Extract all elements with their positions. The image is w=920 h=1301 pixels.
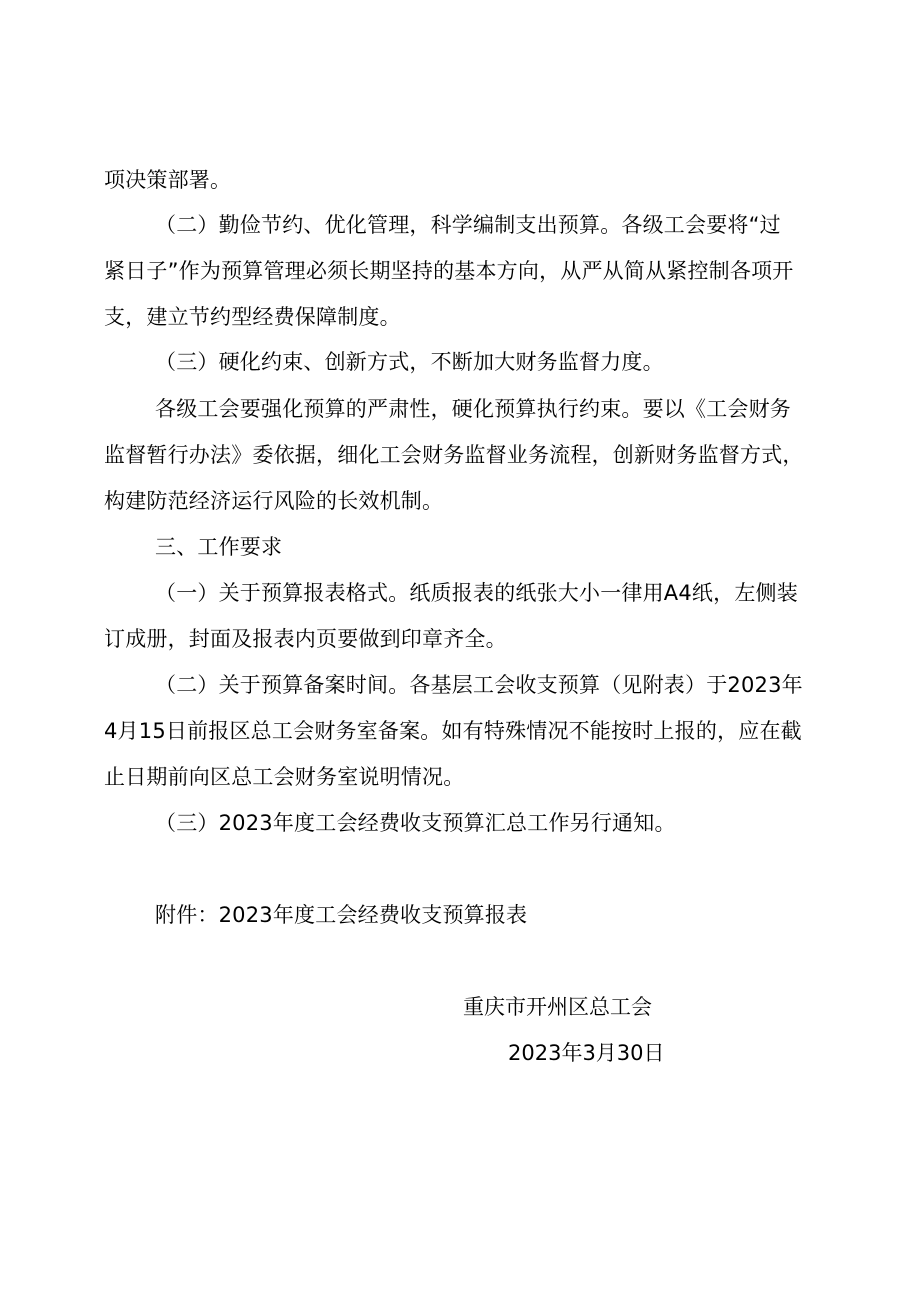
section-heading: （三）硬化约束、创新方式，不断加大财务监督力度。 (155, 350, 664, 374)
signature-date: 2023年3月30日 (508, 1041, 665, 1065)
paragraph-line: （三）2023年度工会经费收支预算汇总工作另行通知。 (155, 811, 676, 835)
paragraph-line: （二）关于预算备案时间。各基层工会收支预算（见附表）于2023年 (155, 673, 803, 697)
paragraph-line: （二）勤俭节约、优化管理，科学编制支出预算。各级工会要将“过 (155, 213, 781, 237)
paragraph-line: 构建防范经济运行风险的长效机制。 (104, 489, 444, 513)
attachment-note: 附件：2023年度工会经费收支预算报表 (155, 903, 528, 927)
paragraph-line: 各级工会要强化预算的严肃性，硬化预算执行约束。要以《工会财务 (155, 397, 791, 421)
paragraph-line: （一）关于预算报表格式。纸质报表的纸张大小一律用A4纸，左侧装 (155, 581, 798, 605)
paragraph-line: 订成册，封面及报表内页要做到印章齐全。 (104, 627, 507, 651)
paragraph-line: 止日期前向区总工会财务室说明情况。 (104, 765, 465, 789)
signature-organization: 重庆市开州区总工会 (463, 995, 652, 1019)
paragraph-line: 监督暂行办法》委依据，细化工会财务监督业务流程，创新财务监督方式， (104, 443, 804, 467)
paragraph-line: 支，建立节约型经费保障制度。 (104, 305, 401, 329)
paragraph-line: 4月15日前报区总工会财务室备案。如有特殊情况不能按时上报的，应在截 (104, 719, 802, 743)
paragraph-line: 项决策部署。 (104, 168, 232, 192)
section-heading: 三、工作要求 (155, 535, 283, 559)
paragraph-line: 紧日子”作为预算管理必须长期坚持的基本方向，从严从简从紧控制各项开 (104, 259, 794, 283)
